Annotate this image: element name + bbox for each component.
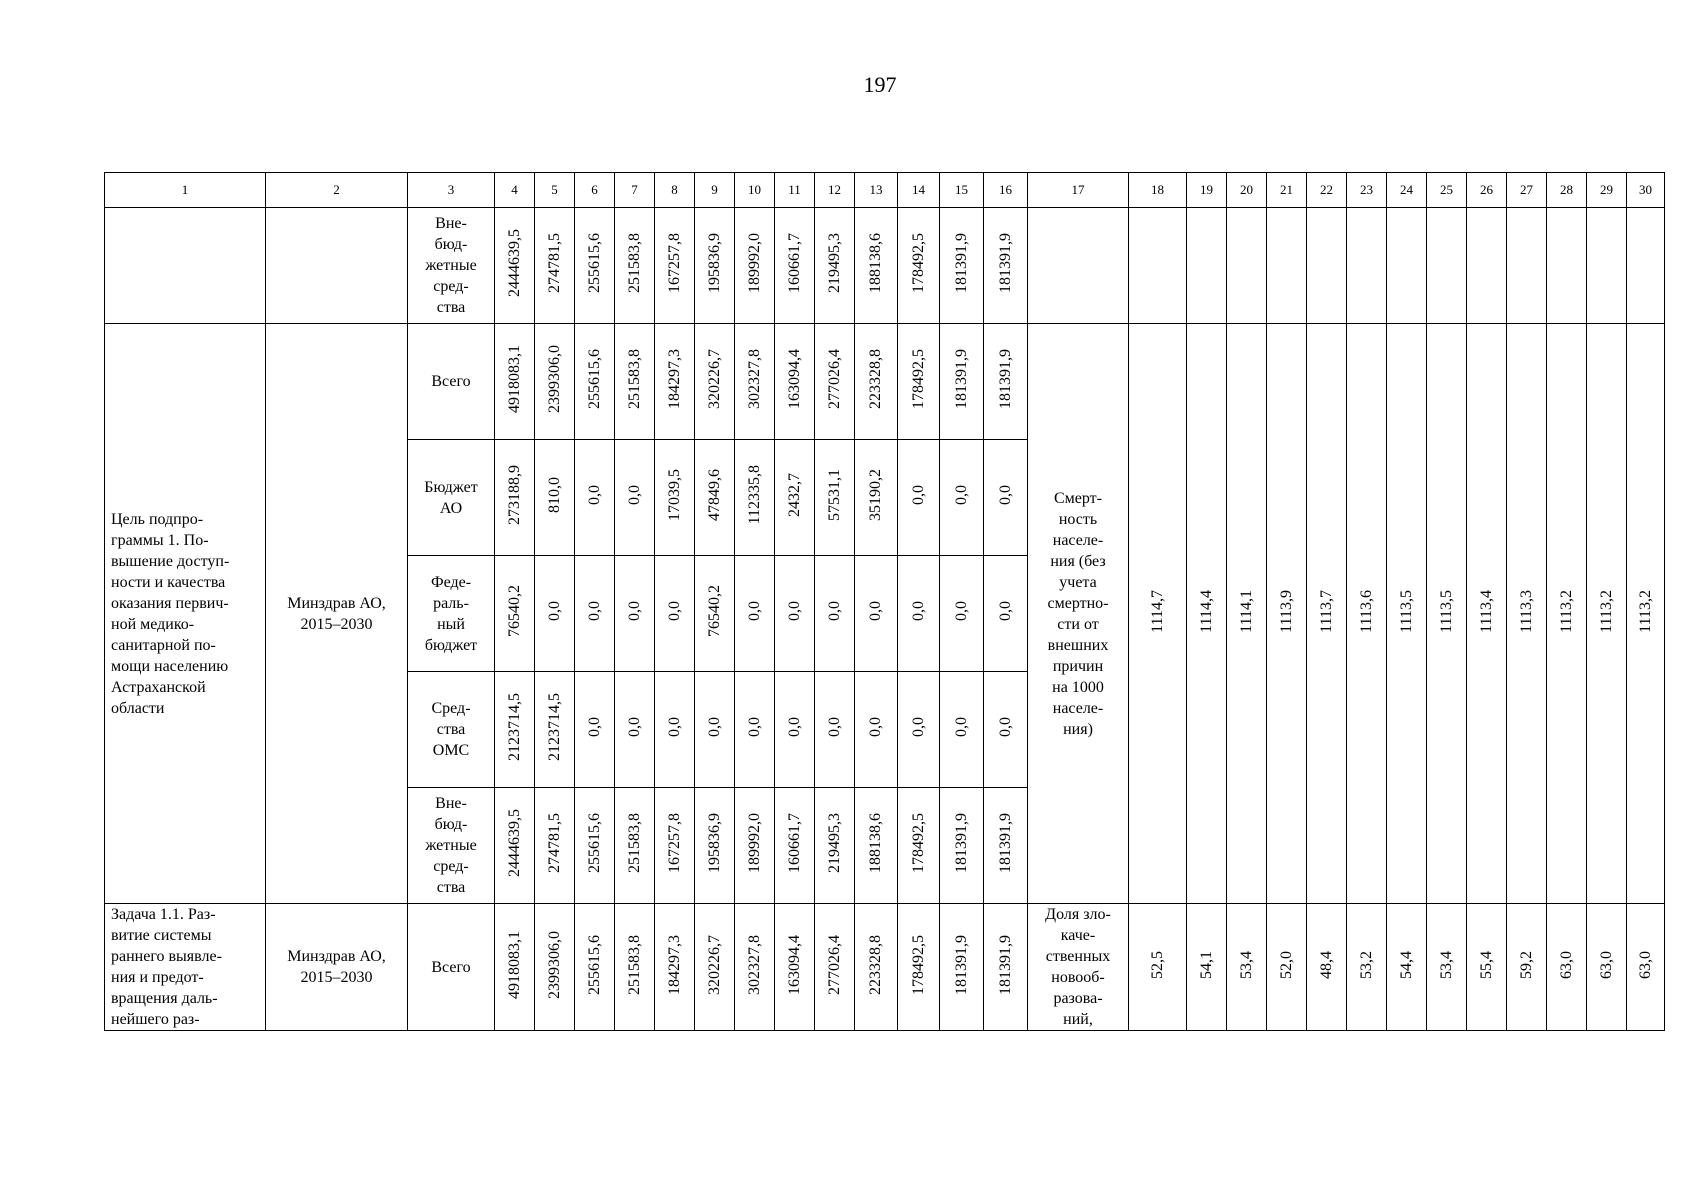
indicator-value bbox=[1507, 904, 1547, 1031]
value-text: 302327,8 bbox=[745, 934, 763, 995]
indicator-value bbox=[1267, 208, 1307, 324]
funding-source: Всего bbox=[408, 324, 495, 440]
value-text: 48,4 bbox=[1317, 950, 1335, 979]
funding-value bbox=[815, 324, 855, 440]
indicator-value bbox=[1467, 904, 1507, 1031]
funding-value bbox=[655, 208, 695, 324]
value-text: 255615,6 bbox=[585, 813, 603, 873]
value-text: 184297,3 bbox=[665, 934, 683, 995]
column-number: 17 bbox=[1028, 173, 1129, 208]
value-text: 255615,6 bbox=[585, 349, 603, 409]
value-text: 0,0 bbox=[705, 717, 723, 737]
indicator-value bbox=[1387, 324, 1427, 904]
value-text: 302327,8 bbox=[745, 349, 763, 409]
funding-value bbox=[535, 440, 575, 556]
value-text: 251583,8 bbox=[625, 813, 643, 873]
column-number: 7 bbox=[615, 173, 655, 208]
indicator-value bbox=[1547, 208, 1587, 324]
funding-source: Феде- раль- ный бюджет bbox=[408, 556, 495, 672]
value-text: 195836,9 bbox=[705, 813, 723, 873]
value-text: 1113,2 bbox=[1636, 589, 1654, 633]
indicator-value bbox=[1347, 208, 1387, 324]
value-text: 4918083,1 bbox=[505, 930, 523, 999]
funding-value bbox=[775, 556, 815, 672]
value-text: 0,0 bbox=[625, 485, 643, 505]
value-text: 57531,1 bbox=[825, 469, 843, 521]
value-text: 0,0 bbox=[745, 717, 763, 737]
funding-value bbox=[535, 904, 575, 1031]
funding-value bbox=[495, 440, 535, 556]
value-text: 0,0 bbox=[665, 601, 683, 621]
funding-value bbox=[495, 788, 535, 904]
value-text: 0,0 bbox=[952, 717, 970, 737]
indicator-value bbox=[1227, 324, 1267, 904]
value-text: 47849,6 bbox=[705, 469, 723, 521]
value-text: 163094,4 bbox=[785, 349, 803, 409]
funding-value bbox=[535, 788, 575, 904]
column-number: 13 bbox=[855, 173, 898, 208]
indicator-value bbox=[1129, 324, 1187, 904]
value-text: 53,4 bbox=[1437, 950, 1455, 979]
column-number: 19 bbox=[1187, 173, 1227, 208]
funding-value bbox=[615, 788, 655, 904]
indicator-value bbox=[1507, 324, 1547, 904]
funding-value bbox=[984, 904, 1028, 1031]
funding-value bbox=[940, 324, 984, 440]
funding-value bbox=[735, 556, 775, 672]
value-text: 54,1 bbox=[1197, 950, 1215, 979]
column-number: 10 bbox=[735, 173, 775, 208]
value-text: 1113,7 bbox=[1317, 589, 1335, 633]
value-text: 273188,9 bbox=[505, 465, 523, 525]
value-text: 0,0 bbox=[867, 717, 884, 737]
table-row bbox=[105, 324, 1665, 440]
funding-value bbox=[615, 904, 655, 1031]
funding-value bbox=[575, 904, 615, 1031]
funding-value bbox=[775, 208, 815, 324]
value-text: 2444639,5 bbox=[505, 229, 523, 297]
indicator-cell bbox=[1028, 208, 1129, 324]
indicator-value bbox=[1587, 904, 1627, 1031]
header-row bbox=[105, 173, 1665, 208]
indicator-value bbox=[1427, 324, 1467, 904]
funding-value bbox=[535, 672, 575, 788]
funding-value bbox=[695, 324, 735, 440]
value-text: 17039,5 bbox=[665, 469, 683, 521]
value-text: 178492,5 bbox=[909, 934, 927, 995]
executor-cell bbox=[266, 208, 408, 324]
funding-value bbox=[815, 556, 855, 672]
value-text: 0,0 bbox=[952, 601, 970, 621]
funding-value bbox=[575, 556, 615, 672]
executor-cell: Минздрав АО, 2015–2030 bbox=[266, 324, 408, 904]
indicator-value bbox=[1129, 208, 1187, 324]
funding-value bbox=[898, 324, 940, 440]
indicator-value bbox=[1627, 208, 1665, 324]
indicator-value bbox=[1587, 208, 1627, 324]
value-text: 219495,3 bbox=[825, 233, 843, 293]
indicator-value bbox=[1627, 324, 1665, 904]
value-text: 178492,5 bbox=[909, 813, 927, 873]
value-text: 2399306,0 bbox=[545, 345, 563, 413]
value-text: 1113,5 bbox=[1397, 589, 1415, 633]
funding-value bbox=[495, 904, 535, 1031]
value-text: 181391,9 bbox=[996, 934, 1014, 995]
indicator-value bbox=[1227, 208, 1267, 324]
table-row bbox=[105, 904, 1665, 1031]
value-text: 0,0 bbox=[867, 601, 884, 621]
program-table bbox=[104, 172, 1665, 1031]
table-row bbox=[105, 208, 1665, 324]
indicator-value bbox=[1387, 208, 1427, 324]
funding-value bbox=[695, 672, 735, 788]
funding-value bbox=[655, 440, 695, 556]
funding-value bbox=[695, 208, 735, 324]
value-text: 1114,7 bbox=[1148, 589, 1166, 633]
column-number: 24 bbox=[1387, 173, 1427, 208]
value-text: 274781,5 bbox=[545, 813, 563, 873]
funding-value bbox=[898, 672, 940, 788]
funding-value bbox=[940, 904, 984, 1031]
funding-value bbox=[735, 324, 775, 440]
funding-value bbox=[535, 556, 575, 672]
indicator-value bbox=[1387, 904, 1427, 1031]
value-text: 1113,9 bbox=[1277, 589, 1295, 633]
value-text: 167257,8 bbox=[665, 233, 683, 293]
value-text: 160661,7 bbox=[785, 233, 803, 293]
value-text: 181391,9 bbox=[996, 349, 1014, 409]
indicator-value bbox=[1129, 904, 1187, 1031]
funding-value bbox=[940, 440, 984, 556]
column-number: 1 bbox=[105, 173, 266, 208]
column-number: 25 bbox=[1427, 173, 1467, 208]
value-text: 251583,8 bbox=[625, 349, 643, 409]
indicator-value bbox=[1187, 904, 1227, 1031]
funding-value bbox=[575, 672, 615, 788]
funding-source: Вне- бюд- жетные сред- ства bbox=[408, 208, 495, 324]
value-text: 160661,7 bbox=[785, 813, 803, 873]
funding-value bbox=[855, 324, 898, 440]
value-text: 0,0 bbox=[996, 717, 1014, 737]
value-text: 251583,8 bbox=[625, 233, 643, 293]
funding-value bbox=[655, 556, 695, 672]
funding-value bbox=[655, 788, 695, 904]
value-text: 2432,7 bbox=[785, 473, 803, 517]
value-text: 53,2 bbox=[1357, 950, 1375, 979]
value-text: 112335,8 bbox=[745, 465, 763, 525]
funding-value bbox=[898, 788, 940, 904]
value-text: 274781,5 bbox=[545, 233, 563, 293]
value-text: 76540,2 bbox=[505, 585, 523, 637]
value-text: 0,0 bbox=[665, 717, 683, 737]
value-text: 223328,8 bbox=[867, 934, 884, 995]
value-text: 4918083,1 bbox=[505, 345, 523, 413]
indicator-value bbox=[1307, 208, 1347, 324]
value-text: 189992,0 bbox=[745, 813, 763, 873]
funding-value bbox=[615, 324, 655, 440]
value-text: 320226,7 bbox=[705, 349, 723, 409]
value-text: 1113,6 bbox=[1357, 589, 1375, 633]
funding-value bbox=[855, 904, 898, 1031]
value-text: 181391,9 bbox=[952, 934, 970, 995]
value-text: 0,0 bbox=[785, 717, 803, 737]
funding-source: Вне- бюд- жетные сред- ства bbox=[408, 788, 495, 904]
indicator-value bbox=[1467, 208, 1507, 324]
indicator-value bbox=[1267, 324, 1307, 904]
funding-value bbox=[855, 440, 898, 556]
funding-value bbox=[984, 672, 1028, 788]
indicator-value bbox=[1547, 904, 1587, 1031]
funding-value bbox=[984, 324, 1028, 440]
value-text: 0,0 bbox=[625, 717, 643, 737]
value-text: 178492,5 bbox=[909, 233, 927, 293]
value-text: 255615,6 bbox=[585, 934, 603, 995]
funding-value bbox=[775, 440, 815, 556]
value-text: 0,0 bbox=[785, 601, 803, 621]
indicator-value bbox=[1427, 208, 1467, 324]
column-number: 16 bbox=[984, 173, 1028, 208]
value-text: 251583,8 bbox=[625, 934, 643, 995]
funding-value bbox=[898, 208, 940, 324]
value-text: 55,4 bbox=[1477, 950, 1495, 979]
funding-value bbox=[815, 672, 855, 788]
funding-value bbox=[495, 324, 535, 440]
column-number: 9 bbox=[695, 173, 735, 208]
funding-value bbox=[695, 440, 735, 556]
value-text: 1114,4 bbox=[1197, 589, 1215, 633]
value-text: 181391,9 bbox=[952, 349, 970, 409]
value-text: 223328,8 bbox=[867, 349, 884, 409]
value-text: 0,0 bbox=[909, 601, 927, 621]
column-number: 3 bbox=[408, 173, 495, 208]
indicator-value bbox=[1227, 904, 1267, 1031]
funding-value bbox=[615, 672, 655, 788]
column-number: 12 bbox=[815, 173, 855, 208]
column-number: 6 bbox=[575, 173, 615, 208]
column-number: 8 bbox=[655, 173, 695, 208]
funding-value bbox=[984, 440, 1028, 556]
value-text: 52,0 bbox=[1277, 950, 1295, 979]
value-text: 189992,0 bbox=[745, 233, 763, 293]
indicator-value bbox=[1547, 324, 1587, 904]
value-text: 0,0 bbox=[909, 717, 927, 737]
column-number: 29 bbox=[1587, 173, 1627, 208]
funding-value bbox=[735, 440, 775, 556]
funding-value bbox=[898, 440, 940, 556]
indicator-value bbox=[1307, 324, 1347, 904]
value-text: 2444639,5 bbox=[505, 809, 523, 877]
value-text: 0,0 bbox=[745, 601, 763, 621]
funding-value bbox=[984, 556, 1028, 672]
column-number: 14 bbox=[898, 173, 940, 208]
column-number: 21 bbox=[1267, 173, 1307, 208]
column-number: 15 bbox=[940, 173, 984, 208]
value-text: 0,0 bbox=[585, 601, 603, 621]
indicator-value bbox=[1307, 904, 1347, 1031]
value-text: 277026,4 bbox=[825, 349, 843, 409]
funding-value bbox=[815, 904, 855, 1031]
funding-value bbox=[898, 904, 940, 1031]
value-text: 167257,8 bbox=[665, 813, 683, 873]
indicator-cell: Смерт- ность населе- ния (без учета смертно- сти от внешних причин на 1000 населе- ния) bbox=[1028, 324, 1129, 904]
column-number: 23 bbox=[1347, 173, 1387, 208]
column-number: 4 bbox=[495, 173, 535, 208]
value-text: 181391,9 bbox=[952, 813, 970, 873]
indicator-value bbox=[1187, 208, 1227, 324]
page-number: 197 bbox=[863, 72, 897, 97]
column-number: 2 bbox=[266, 173, 408, 208]
funding-value bbox=[940, 788, 984, 904]
value-text: 2123714,5 bbox=[545, 693, 563, 761]
value-text: 0,0 bbox=[996, 601, 1014, 621]
funding-value bbox=[940, 672, 984, 788]
value-text: 2399306,0 bbox=[545, 930, 563, 999]
value-text: 188138,6 bbox=[867, 233, 884, 293]
indicator-value bbox=[1427, 904, 1467, 1031]
indicator-value bbox=[1187, 324, 1227, 904]
funding-value bbox=[855, 788, 898, 904]
funding-value bbox=[775, 324, 815, 440]
funding-value bbox=[775, 788, 815, 904]
value-text: 178492,5 bbox=[909, 349, 927, 409]
funding-value bbox=[575, 208, 615, 324]
funding-value bbox=[575, 440, 615, 556]
value-text: 184297,3 bbox=[665, 349, 683, 409]
funding-value bbox=[575, 788, 615, 904]
value-text: 59,2 bbox=[1517, 950, 1535, 979]
indicator-value bbox=[1267, 904, 1307, 1031]
funding-value bbox=[984, 208, 1028, 324]
funding-value bbox=[855, 556, 898, 672]
indicator-value bbox=[1347, 324, 1387, 904]
column-number: 22 bbox=[1307, 173, 1347, 208]
funding-value bbox=[984, 788, 1028, 904]
funding-value bbox=[655, 904, 695, 1031]
funding-value bbox=[940, 556, 984, 672]
value-text: 0,0 bbox=[545, 601, 563, 621]
column-number: 26 bbox=[1467, 173, 1507, 208]
funding-source: Бюджет АО bbox=[408, 440, 495, 556]
value-text: 163094,4 bbox=[785, 934, 803, 995]
value-text: 0,0 bbox=[825, 601, 843, 621]
executor-cell: Минздрав АО, 2015–2030 bbox=[266, 904, 408, 1031]
indicator-value bbox=[1587, 324, 1627, 904]
value-text: 63,0 bbox=[1557, 950, 1575, 979]
column-number: 11 bbox=[775, 173, 815, 208]
funding-source: Всего bbox=[408, 904, 495, 1031]
column-number: 27 bbox=[1507, 173, 1547, 208]
funding-value bbox=[655, 324, 695, 440]
value-text: 0,0 bbox=[825, 717, 843, 737]
indicator-value bbox=[1467, 324, 1507, 904]
funding-value bbox=[495, 556, 535, 672]
value-text: 188138,6 bbox=[867, 813, 884, 873]
value-text: 1113,4 bbox=[1477, 589, 1495, 633]
funding-value bbox=[735, 788, 775, 904]
funding-value bbox=[815, 788, 855, 904]
value-text: 810,0 bbox=[545, 477, 563, 513]
value-text: 1113,3 bbox=[1517, 589, 1535, 633]
value-text: 320226,7 bbox=[705, 934, 723, 995]
funding-value bbox=[575, 324, 615, 440]
value-text: 63,0 bbox=[1597, 950, 1615, 979]
indicator-value bbox=[1507, 208, 1547, 324]
value-text: 0,0 bbox=[585, 717, 603, 737]
value-text: 63,0 bbox=[1636, 950, 1654, 979]
value-text: 0,0 bbox=[952, 485, 970, 505]
value-text: 76540,2 bbox=[705, 585, 723, 637]
column-number: 5 bbox=[535, 173, 575, 208]
funding-value bbox=[695, 556, 735, 672]
value-text: 255615,6 bbox=[585, 233, 603, 293]
value-text: 35190,2 bbox=[867, 469, 884, 521]
funding-value bbox=[735, 208, 775, 324]
funding-value bbox=[775, 904, 815, 1031]
indicator-cell: Доля зло- каче- ственных новооб- разова- ний, bbox=[1028, 904, 1129, 1031]
indicator-value bbox=[1627, 904, 1665, 1031]
funding-value bbox=[495, 208, 535, 324]
value-text: 277026,4 bbox=[825, 934, 843, 995]
value-text: 0,0 bbox=[585, 485, 603, 505]
funding-value bbox=[735, 904, 775, 1031]
value-text: 181391,9 bbox=[952, 233, 970, 293]
value-text: 181391,9 bbox=[996, 813, 1014, 873]
column-number: 30 bbox=[1627, 173, 1665, 208]
value-text: 53,4 bbox=[1237, 950, 1255, 979]
funding-value bbox=[775, 672, 815, 788]
funding-value bbox=[695, 904, 735, 1031]
funding-value bbox=[898, 556, 940, 672]
funding-value bbox=[655, 672, 695, 788]
funding-value bbox=[855, 672, 898, 788]
funding-value bbox=[735, 672, 775, 788]
value-text: 219495,3 bbox=[825, 813, 843, 873]
indicator-value bbox=[1347, 904, 1387, 1031]
funding-value bbox=[495, 672, 535, 788]
value-text: 54,4 bbox=[1397, 950, 1415, 979]
funding-value bbox=[815, 440, 855, 556]
value-text: 1113,5 bbox=[1437, 589, 1455, 633]
funding-value bbox=[855, 208, 898, 324]
value-text: 0,0 bbox=[909, 485, 927, 505]
column-number: 28 bbox=[1547, 173, 1587, 208]
goal-cell: Задача 1.1. Раз- витие системы раннего выявле- ния и предот- вращения даль- нейшего раз- bbox=[105, 904, 266, 1031]
funding-value bbox=[615, 556, 655, 672]
column-number: 18 bbox=[1129, 173, 1187, 208]
funding-value bbox=[535, 208, 575, 324]
funding-value bbox=[615, 440, 655, 556]
value-text: 2123714,5 bbox=[505, 693, 523, 761]
column-number: 20 bbox=[1227, 173, 1267, 208]
value-text: 181391,9 bbox=[996, 233, 1014, 293]
goal-cell bbox=[105, 208, 266, 324]
value-text: 1114,1 bbox=[1237, 589, 1255, 633]
goal-cell: Цель подпро- граммы 1. По- вышение доступ- ности и качества оказания первич- ной медико- санитарной по- мощи населению Астраханской области bbox=[105, 324, 266, 904]
funding-value bbox=[615, 208, 655, 324]
funding-value bbox=[940, 208, 984, 324]
funding-value bbox=[695, 788, 735, 904]
funding-value bbox=[815, 208, 855, 324]
value-text: 1113,2 bbox=[1557, 589, 1575, 633]
value-text: 52,5 bbox=[1148, 950, 1166, 979]
funding-source: Сред- ства ОМС bbox=[408, 672, 495, 788]
value-text: 0,0 bbox=[625, 601, 643, 621]
value-text: 195836,9 bbox=[705, 233, 723, 293]
funding-value bbox=[535, 324, 575, 440]
value-text: 1113,2 bbox=[1597, 589, 1615, 633]
value-text: 0,0 bbox=[996, 485, 1014, 505]
